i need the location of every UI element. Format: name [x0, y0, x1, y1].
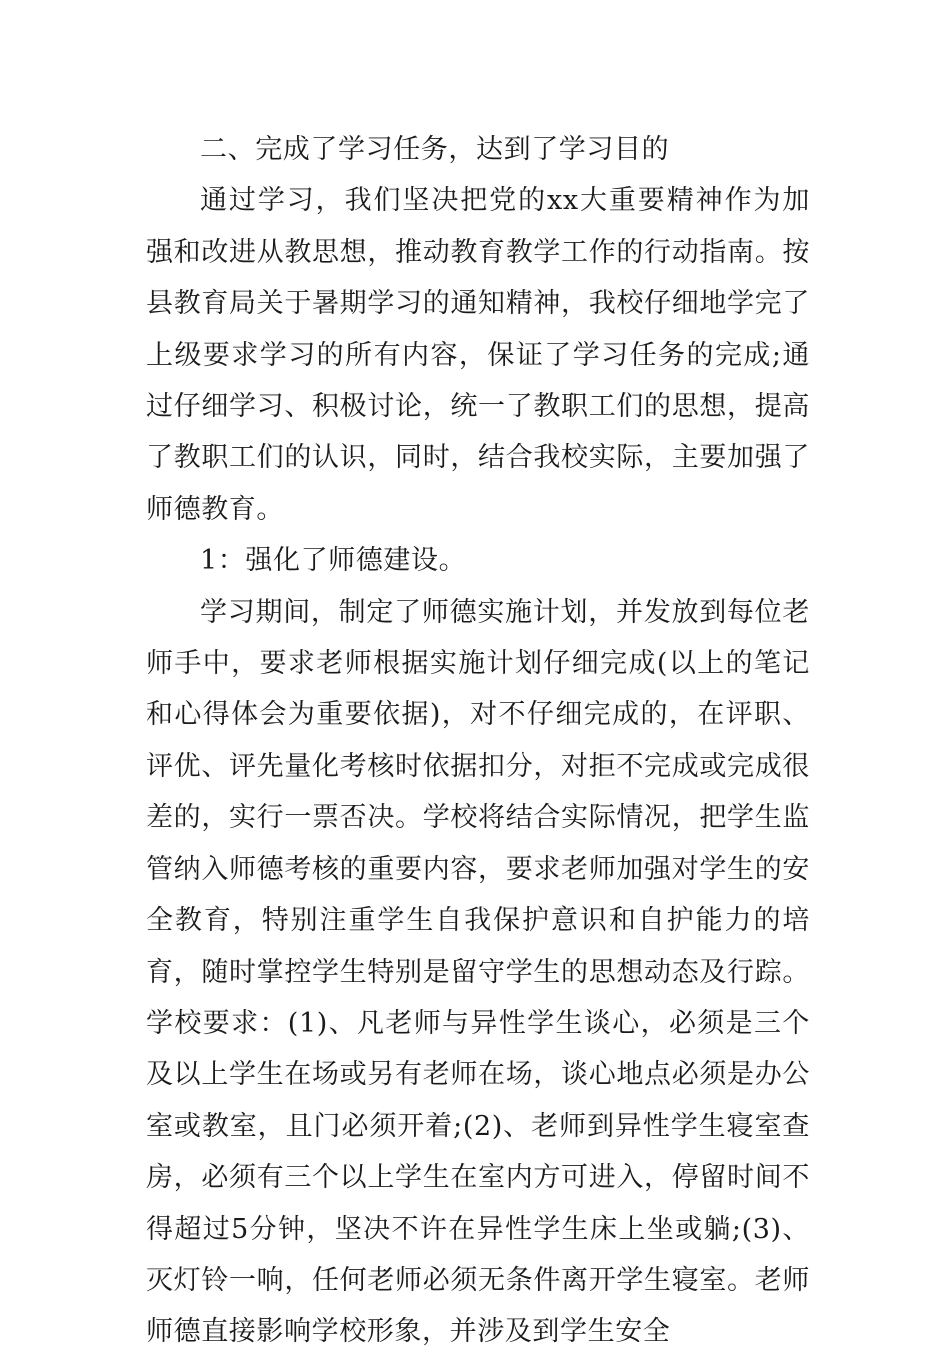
body-paragraph: 通过学习，我们坚决把党的xx大重要精神作为加强和改进从教思想，推动教育教学工作的行动指南。按县教育局关于暑期学习的通知精神，我校仔细地学完了上级要求学习的所有内容，保证了学习任务的完成;通过仔细学习、积极讨论，统一了教职工们的思想，提高了教职工们的认识，同时，结合我校实际，主要加强了师德教育。 — [146, 185, 810, 525]
document-body — [146, 124, 810, 1358]
section-heading: 二、完成了学习任务，达到了学习目的 — [200, 134, 670, 165]
body-paragraph: 学习期间，制定了师德实施计划，并发放到每位老师手中，要求老师根据实施计划仔细完成(以上的笔记和心得体会为重要依据)，对不仔细完成的，在评职、评优、评先量化考核时依据扣分，对拒不完成或完成很差的，实行一票否决。学校将结合实际情况，把学生监管纳入师德考核的重要内容，要求老师加强对学生的安全教育，特别注重学生自我保护意识和自护能力的培育，随时掌控学生特别是留守学生的思想动态及行踪。学校要求：(1)、凡老师与异性学生谈心，必须是三个及以上学生在场或另有老师在场，谈心地点必须是办公室或教室，且门必须开着;(2)、老师到异性学生寝室查房，必须有三个以上学生在室内方可进入，停留时间不得超过5分钟，坚决不许在异性学生床上坐或躺;(3)、灭灯铃一响，任何老师必须无条件离开学生寝室。老师师德直接影响学校形象，并涉及到学生安全 — [146, 596, 810, 1348]
subsection-heading: 1：强化了师德建设。 — [200, 545, 467, 577]
